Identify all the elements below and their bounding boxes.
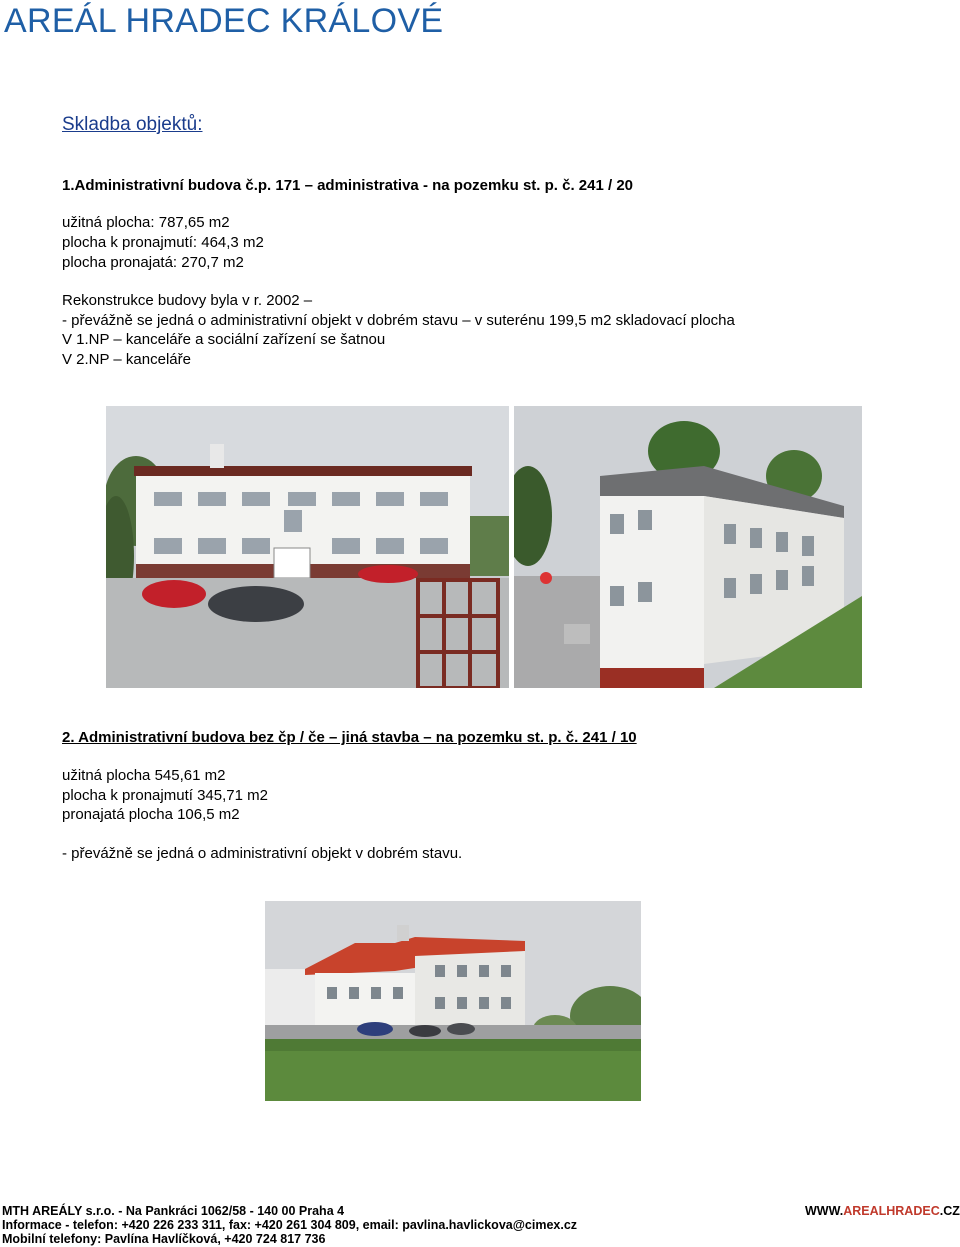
- building1-heading: 1.Administrativní budova č.p. 171 – administrativa - na pozemku st. p. č. 241 / 20: [62, 177, 634, 194]
- building1-desc-line: - převážně se jedná o administrativní objekt v dobrém stavu – v suterénu 199,5 m2 skladovací plocha: [62, 312, 735, 329]
- footer-address: MTH AREÁLY s.r.o. - Na Pankráci 1062/58 - 140 00 Praha 4: [2, 1204, 345, 1218]
- building1-desc-line: V 1.NP – kanceláře a sociální zařízení se šatnou: [62, 331, 386, 348]
- building2-photo: [265, 901, 641, 1101]
- building2-heading: [62, 728, 637, 748]
- footer-website-suffix: .CZ: [939, 1204, 960, 1218]
- building2-area-rent: plocha k pronajmutí 345,71 m2: [62, 787, 268, 804]
- building2-desc-line: - převážně se jedná o administrativní objekt v dobrém stavu.: [62, 845, 463, 862]
- footer-website-prefix: WWW.: [805, 1204, 844, 1218]
- building1-area-rented: plocha pronajatá: 270,7 m2: [62, 254, 244, 271]
- building2-area-rented: pronajatá plocha 106,5 m2: [62, 806, 240, 823]
- section-title: Skladba objektů:: [62, 114, 203, 135]
- footer-website[interactable]: [805, 1204, 960, 1218]
- building2-area-used: užitná plocha 545,61 m2: [62, 767, 226, 784]
- page-title: AREÁL HRADEC KRÁLOVÉ: [4, 2, 444, 40]
- footer-contact: Informace - telefon: +420 226 233 311, fax: +420 261 304 809, email: pavlina.havlickova@cimex.cz: [2, 1218, 578, 1232]
- building1-area-used: užitná plocha: 787,65 m2: [62, 214, 230, 231]
- building1-desc-line: V 2.NP – kanceláře: [62, 351, 191, 368]
- building2-heading-text: 2. Administrativní budova bez čp / če – jiná stavba – na pozemku st. p. č. 241 / 10: [62, 729, 637, 746]
- building1-side-photo: [514, 406, 862, 688]
- footer-mobile: Mobilní telefony: Pavlína Havlíčková, +420 724 817 736: [2, 1232, 326, 1246]
- building1-area-rent: plocha k pronajmutí: 464,3 m2: [62, 234, 264, 251]
- building1-front-photo: [106, 406, 509, 688]
- building1-desc-line: Rekonstrukce budovy byla v r. 2002 –: [62, 292, 313, 309]
- footer-website-main: AREALHRADEC: [843, 1204, 940, 1218]
